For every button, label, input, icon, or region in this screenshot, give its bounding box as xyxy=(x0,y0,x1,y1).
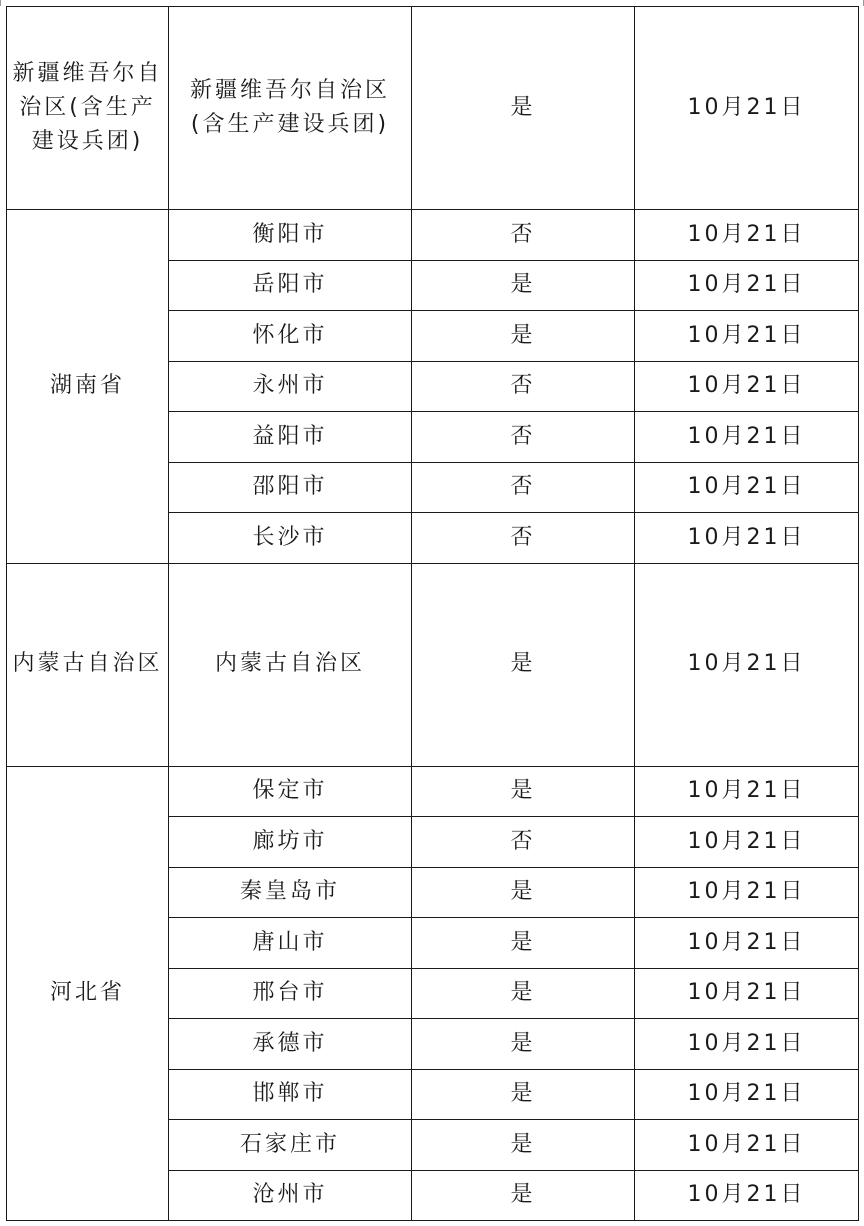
flag-cell: 是 xyxy=(412,968,635,1019)
city-cell: 唐山市 xyxy=(169,918,412,969)
date-cell: 10月21日 xyxy=(635,563,859,766)
date-cell: 10月21日 xyxy=(635,311,859,362)
region-schedule-table xyxy=(6,6,859,1221)
city-cell: 廊坊市 xyxy=(169,817,412,868)
city-cell: 沧州市 xyxy=(169,1170,412,1221)
date-cell: 10月21日 xyxy=(635,1019,859,1070)
date-cell: 10月21日 xyxy=(635,968,859,1019)
flag-cell: 是 xyxy=(412,7,635,210)
page-corner-mark-left xyxy=(0,0,1,6)
table-row xyxy=(7,7,859,210)
city-cell: 邵阳市 xyxy=(169,462,412,513)
flag-cell: 是 xyxy=(412,1069,635,1120)
flag-cell: 否 xyxy=(412,513,635,564)
date-cell: 10月21日 xyxy=(635,7,859,210)
date-cell: 10月21日 xyxy=(635,766,859,817)
city-cell: 长沙市 xyxy=(169,513,412,564)
date-cell: 10月21日 xyxy=(635,260,859,311)
date-cell: 10月21日 xyxy=(635,1170,859,1221)
flag-cell: 否 xyxy=(412,412,635,463)
city-cell: 秦皇岛市 xyxy=(169,867,412,918)
city-cell: 怀化市 xyxy=(169,311,412,362)
flag-cell: 否 xyxy=(412,817,635,868)
flag-cell: 否 xyxy=(412,361,635,412)
date-cell: 10月21日 xyxy=(635,412,859,463)
city-cell: 邯郸市 xyxy=(169,1069,412,1120)
table-row xyxy=(7,210,859,261)
city-cell: 内蒙古自治区 xyxy=(169,563,412,766)
date-cell: 10月21日 xyxy=(635,918,859,969)
date-cell: 10月21日 xyxy=(635,1069,859,1120)
table-row xyxy=(7,766,859,817)
province-cell: 湖南省 xyxy=(7,210,169,564)
province-cell: 河北省 xyxy=(7,766,169,1221)
flag-cell: 是 xyxy=(412,918,635,969)
flag-cell: 否 xyxy=(412,462,635,513)
city-cell: 益阳市 xyxy=(169,412,412,463)
city-cell: 保定市 xyxy=(169,766,412,817)
city-cell: 永州市 xyxy=(169,361,412,412)
flag-cell: 是 xyxy=(412,563,635,766)
flag-cell: 是 xyxy=(412,1170,635,1221)
city-cell: 新疆维吾尔自治区(含生产建设兵团) xyxy=(169,7,412,210)
city-cell: 邢台市 xyxy=(169,968,412,1019)
province-cell: 新疆维吾尔自治区(含生产建设兵团) xyxy=(7,7,169,210)
date-cell: 10月21日 xyxy=(635,361,859,412)
city-cell: 石家庄市 xyxy=(169,1120,412,1171)
flag-cell: 是 xyxy=(412,766,635,817)
date-cell: 10月21日 xyxy=(635,513,859,564)
province-cell: 内蒙古自治区 xyxy=(7,563,169,766)
flag-cell: 是 xyxy=(412,1019,635,1070)
table-row xyxy=(7,563,859,766)
city-cell: 岳阳市 xyxy=(169,260,412,311)
flag-cell: 是 xyxy=(412,867,635,918)
flag-cell: 是 xyxy=(412,1120,635,1171)
city-cell: 承德市 xyxy=(169,1019,412,1070)
date-cell: 10月21日 xyxy=(635,1120,859,1171)
flag-cell: 是 xyxy=(412,311,635,362)
date-cell: 10月21日 xyxy=(635,210,859,261)
flag-cell: 是 xyxy=(412,260,635,311)
city-cell: 衡阳市 xyxy=(169,210,412,261)
date-cell: 10月21日 xyxy=(635,462,859,513)
date-cell: 10月21日 xyxy=(635,867,859,918)
date-cell: 10月21日 xyxy=(635,817,859,868)
flag-cell: 否 xyxy=(412,210,635,261)
